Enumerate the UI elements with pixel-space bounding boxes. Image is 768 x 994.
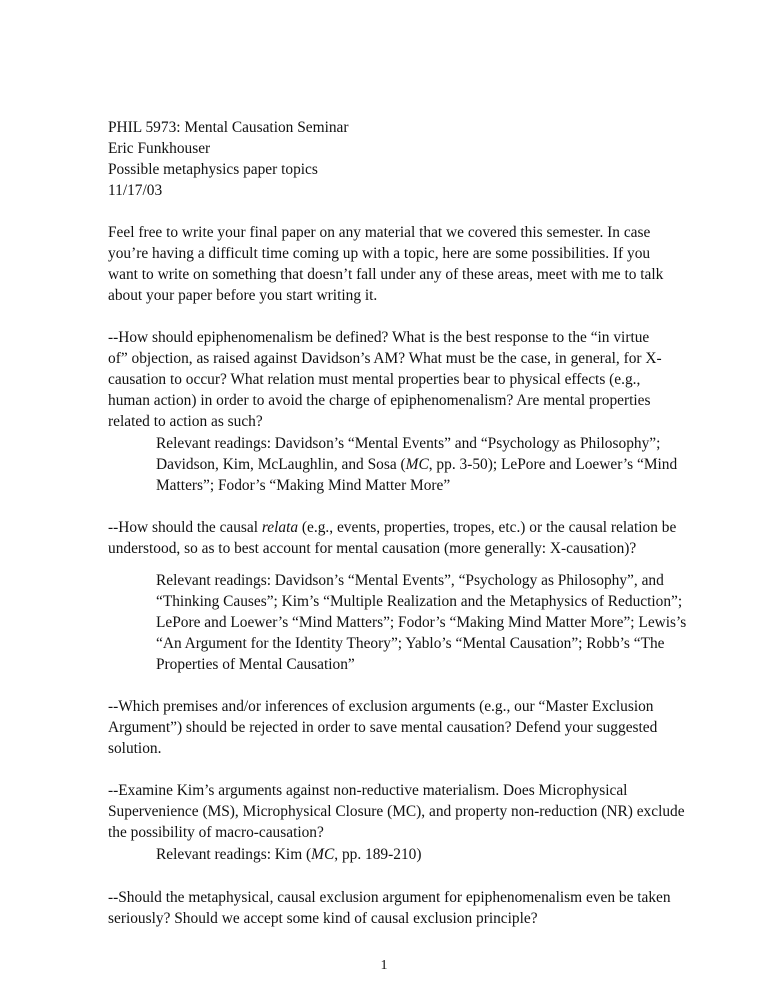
paragraph-line: --How should epiphenomenalism be defined? What is the best response to the “in virtue: [108, 329, 650, 346]
topic-5-question: [108, 887, 671, 929]
paragraph-line: solution.: [108, 740, 162, 757]
paragraph-line: “An Argument for the Identity Theory”; Yablo’s “Mental Causation”; Robb’s “The: [156, 635, 665, 652]
header-block: [108, 117, 668, 201]
paragraph-line: seriously? Should we accept some kind of causal exclusion principle?: [108, 910, 538, 927]
paragraph-line: Relevant readings: Davidson’s “Mental Events”, “Psychology as Philosophy”, and: [156, 572, 664, 589]
paragraph-line: human action) in order to avoid the charge of epiphenomenalism? Are mental properties: [108, 392, 651, 409]
topic-1-question: [108, 327, 668, 432]
paragraph-line: “Thinking Causes”; Kim’s “Multiple Realization and the Metaphysics of Reduction”;: [156, 593, 683, 610]
paragraph-line: the possibility of macro-causation?: [108, 824, 324, 841]
italic-citation: MC: [311, 846, 335, 863]
paragraph-line: related to action as such?: [108, 413, 263, 430]
paragraph-line: Properties of Mental Causation”: [156, 656, 355, 673]
paragraph-line: Supervenience (MS), Microphysical Closure (MC), and property non-reduction (NR) exclude: [108, 803, 685, 820]
paragraph-line: causation to occur? What relation must mental properties bear to physical effects (e.g.,: [108, 371, 641, 388]
paragraph-line: --Examine Kim’s arguments against non-reductive materialism. Does Microphysical: [108, 782, 628, 799]
paragraph-line: about your paper before you start writing it.: [108, 287, 378, 304]
paragraph-line: Matters”; Fodor’s “Making Mind Matter More”: [156, 477, 451, 494]
text-span: , pp. 189-210): [334, 846, 422, 863]
paragraph-line: --Which premises and/or inferences of exclusion arguments (e.g., our “Master Exclusion: [108, 698, 654, 715]
paragraph-line: --Should the metaphysical, causal exclusion argument for epiphenomenalism even be taken: [108, 889, 671, 906]
topic-2-readings: [156, 570, 687, 675]
paragraph-line: Argument”) should be rejected in order to save mental causation? Defend your suggested: [108, 719, 658, 736]
topic-4-readings: [156, 844, 676, 865]
paragraph-line: want to write on something that doesn’t fall under any of these areas, meet with me to talk: [108, 266, 664, 283]
paragraph-line: Feel free to write your final paper on any material that we covered this semester. In case: [108, 224, 651, 241]
topic-3-question: [108, 696, 668, 759]
paragraph-line: Relevant readings: Davidson’s “Mental Events” and “Psychology as Philosophy”;: [156, 435, 661, 452]
paragraph-line: you’re having a difficult time coming up with a topic, here are some possibilities. If you: [108, 245, 651, 262]
paragraph-line: [108, 517, 677, 538]
document-date: 11/17/03: [108, 182, 163, 199]
page-number: 1: [380, 958, 388, 973]
text-span: --How should the causal: [108, 519, 262, 536]
text-span: Davidson, Kim, McLaughlin, and Sosa (: [156, 456, 406, 473]
italic-citation: MC: [405, 456, 429, 473]
italic-term: relata: [261, 519, 299, 536]
course-title: PHIL 5973: Mental Causation Seminar: [108, 119, 349, 136]
paragraph-line: [156, 454, 676, 475]
text-span: Relevant readings: Kim (: [156, 846, 312, 863]
text-span: (e.g., events, properties, tropes, etc.) or the causal relation be: [298, 519, 677, 536]
author-name: Eric Funkhouser: [108, 140, 211, 157]
paragraph-line: [156, 844, 676, 865]
document-subtitle: Possible metaphysics paper topics: [108, 161, 318, 178]
topic-1-readings: [156, 433, 676, 496]
topic-2-question: [108, 517, 677, 559]
paragraph-line: of” objection, as raised against Davidson’s AM? What must be the case, in general, for X-: [108, 350, 662, 367]
topic-4-question: [108, 780, 685, 843]
text-span: , pp. 3-50); LePore and Loewer’s “Mind: [428, 456, 678, 473]
intro-paragraph: [108, 222, 668, 306]
paragraph-line: understood, so as to best account for mental causation (more generally: X-causation)?: [108, 540, 637, 557]
paragraph-line: LePore and Loewer’s “Mind Matters”; Fodor’s “Making Mind Matter More”; Lewis’s: [156, 614, 687, 631]
